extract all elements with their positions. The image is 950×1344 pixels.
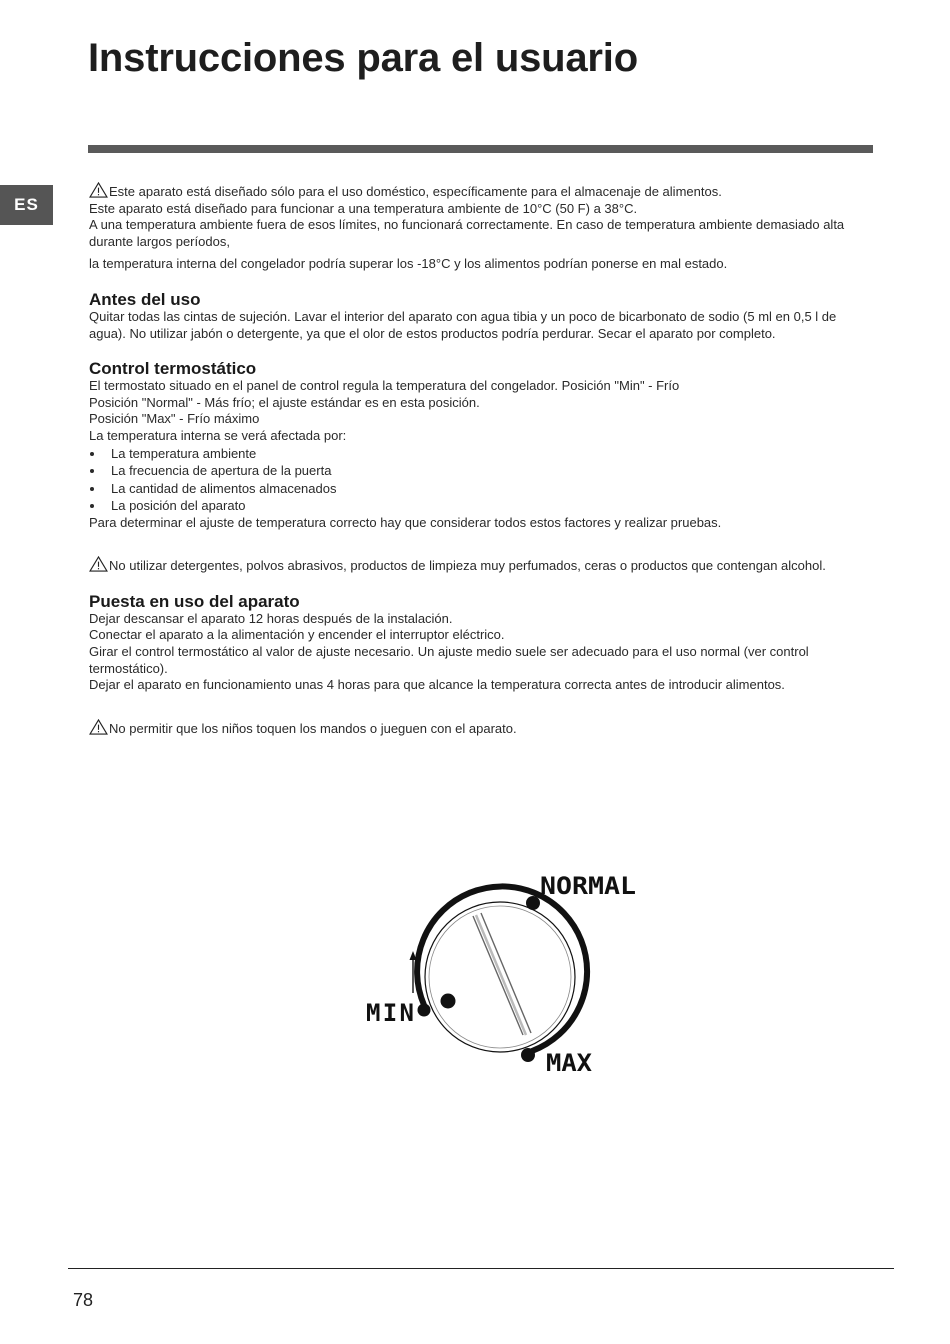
bullet-icon [90,452,94,456]
startup-line-1: Dejar descansar el aparato 12 horas después de la instalación. [89,610,453,626]
thermostat-line-3: Posición "Max" - Frío máximo [89,411,260,427]
thermostat-line-2: Posición "Normal" - Más frío; el ajuste estándar es en esta posición. [89,394,480,410]
title-divider [88,145,873,153]
list-item-text: La frecuencia de apertura de la puerta [111,463,332,479]
thermostat-dial-diagram [360,865,640,1080]
page-content [89,182,869,737]
startup-line-4: Dejar el aparato en funcionamiento unas 4 horas para que alcance la temperatura correcta antes de introducir alimentos. [89,677,785,693]
section-heading-before-use: Antes del uso [89,289,201,309]
dial-label-min: MIN [366,999,414,1027]
startup-line-2: Conectar el aparato a la alimentación y encender el interruptor eléctrico. [89,627,505,643]
thermostat-factor-list [89,445,869,515]
intro-line-3: A una temperatura ambiente fuera de esos límites, no funcionará correctamente. En caso de temperatura ambiente demasiado alta durante largos períodos, [89,217,845,249]
list-item [89,445,869,463]
intro-line-1: Este aparato está diseñado sólo para el uso doméstico, específicamente para el almacenaje de alimentos. [109,184,722,199]
section-heading-thermostat: Control termostático [89,359,257,379]
startup-line-3: Girar el control termostático al valor de ajuste necesario. Un ajuste medio suele ser adecuado para el uso normal (ver control termostático). [89,643,809,676]
warning-triangle-icon [89,719,108,735]
list-item-text: La cantidad de alimentos almacenados [111,480,337,496]
page-title: Instrucciones para el usuario [88,36,638,80]
thermostat-conclusion: Para determinar el ajuste de temperatura correcto hay que considerar todos estos factores y realizar pruebas. [89,514,722,530]
normal-marker-dot [526,896,540,910]
list-item [89,480,869,498]
max-marker-dot [521,1048,535,1062]
thermostat-line-1: El termostato situado en el panel de control regula la temperatura del congelador. Posición "Min" - Frío [89,378,680,394]
dial-label-max: MAX [546,1049,593,1077]
intro-line-4: la temperatura interna del congelador podría superar los -18°C y los alimentos podrían ponerse en mal estado. [89,256,728,272]
page-number: 78 [73,1290,94,1310]
before-use-text: Quitar todas las cintas de sujeción. Lavar el interior del aparato con agua tibia y un poco de bicarbonato de sodio (5 ml en 0,5 l de agua). No utilizar jabón o detergente, ya que el olor de estos productos podría perdurar. Secar el aparato por completo. [89,308,837,341]
cleaning-warning-text: No utilizar detergentes, polvos abrasivos, productos de limpieza muy perfumados, ceras o productos que contengan alcohol. [109,558,826,574]
cleaning-warning [89,556,869,575]
section-heading-startup: Puesta en uso del aparato [89,591,300,611]
dial-label-normal: NORMAL [540,872,636,900]
warning-triangle-icon [89,556,108,572]
warning-triangle-icon [89,182,108,198]
thermostat-line-4: La temperatura interna se verá afectada por: [89,427,347,443]
bullet-icon [90,504,94,508]
dial-knob [425,902,575,1052]
bullet-icon [90,469,94,473]
list-item-text: La posición del aparato [111,498,246,514]
children-warning-text: No permitir que los niños toquen los mandos o jueguen con el aparato. [109,720,517,736]
children-warning [89,719,869,738]
intro-line-2: Este aparato está diseñado para funcionar a una temperatura ambiente de 10°C (50 F) a 38°C. [89,200,638,216]
intro-warning [89,182,869,201]
list-item [89,497,869,515]
list-item-text: La temperatura ambiente [111,445,257,461]
bullet-icon [90,487,94,491]
footer-divider [68,1268,894,1269]
language-tab: ES [0,185,53,225]
min-marker-dot [418,1004,431,1017]
dial-pointer-dot [441,994,456,1009]
list-item [89,462,869,480]
